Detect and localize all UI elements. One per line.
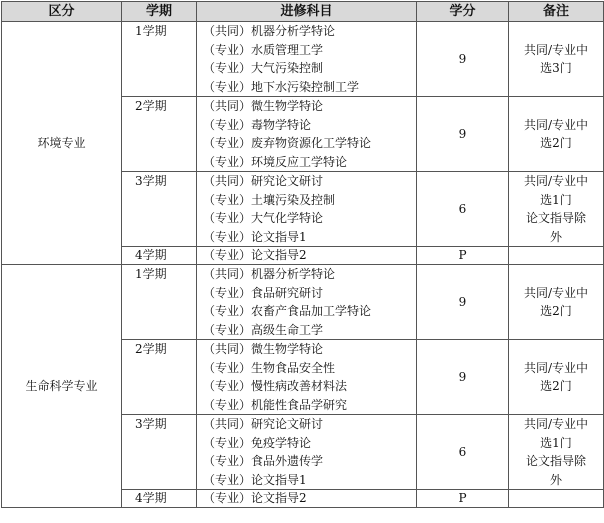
table-row — [2, 265, 604, 340]
subject-list — [197, 265, 417, 340]
subject-item: （专业）水质管理工学 — [203, 42, 324, 57]
subject-item: （共同）机器分析学特论 — [203, 24, 336, 38]
note-line: 共同/专业中 — [523, 117, 589, 132]
note-cell — [509, 340, 604, 415]
note-cell — [509, 22, 604, 97]
note-cell — [509, 415, 604, 490]
area-name: 环境专业 — [2, 22, 122, 265]
semester-label: 2学期 — [122, 97, 197, 172]
subject-item: （共同）机器分析学特论 — [203, 267, 336, 281]
subject-item: （专业）论文指导1 — [203, 229, 307, 244]
table-row — [2, 22, 604, 97]
credits-value: 9 — [417, 340, 509, 415]
subject-list — [197, 490, 417, 508]
note-line: 选1门 — [540, 192, 572, 207]
credits-value: 6 — [417, 415, 509, 490]
note-line: 选1门 — [540, 435, 572, 450]
credits-value: P — [417, 490, 509, 508]
subject-item: （共同）研究论文研讨 — [203, 174, 324, 188]
subject-list — [197, 247, 417, 265]
subject-item: （共同）研究论文研讨 — [203, 417, 324, 431]
note-line: 选2门 — [540, 304, 572, 318]
semester-label: 1学期 — [122, 265, 197, 340]
subject-item: （专业）食品外遗传学 — [203, 454, 324, 468]
subject-item: （专业）土壤污染及控制 — [203, 192, 336, 207]
note-line: 共同/专业中 — [523, 360, 589, 375]
subject-item: （共同）微生物学特论 — [203, 342, 324, 356]
subject-item: （专业）农畜产食品加工学特论 — [203, 304, 372, 318]
credits-value: 9 — [417, 265, 509, 340]
subject-item: （专业）论文指导2 — [203, 491, 307, 505]
header-row — [2, 2, 604, 22]
note-line: 论文指导除 — [525, 211, 586, 225]
header-note: 备注 — [509, 2, 604, 22]
note-cell — [509, 97, 604, 172]
subject-item: （专业）慢性病改善材料法 — [203, 379, 348, 393]
subject-item: （共同）微生物学特论 — [203, 99, 324, 113]
subject-item: （专业）大气污染控制 — [203, 61, 324, 75]
header-area: 区分 — [2, 2, 122, 22]
credits-value: 9 — [417, 97, 509, 172]
subject-list — [197, 340, 417, 415]
subject-list — [197, 415, 417, 490]
note-line: 选2门 — [540, 136, 572, 150]
subject-item: （专业）食品研究研讨 — [203, 285, 324, 300]
header-semester: 学期 — [122, 2, 197, 22]
note-cell — [509, 172, 604, 247]
semester-label: 4学期 — [122, 490, 197, 508]
subject-item: （专业）大气化学特论 — [203, 211, 324, 225]
note-line: 论文指导除 — [525, 454, 586, 468]
semester-label: 4学期 — [122, 247, 197, 265]
subject-item: （专业）生物食品安全性 — [203, 360, 336, 375]
header-subjects: 进修科目 — [197, 2, 417, 22]
subject-list — [197, 22, 417, 97]
note-cell — [509, 247, 604, 265]
note-line: 共同/专业中 — [523, 417, 589, 431]
note-line: 选3门 — [540, 61, 572, 75]
subject-item: （专业）论文指导2 — [203, 248, 307, 262]
note-line: 选2门 — [540, 379, 572, 393]
note-line: 共同/专业中 — [523, 42, 589, 57]
subject-item: （专业）论文指导1 — [203, 472, 307, 487]
header-credits: 学分 — [417, 2, 509, 22]
note-cell — [509, 265, 604, 340]
note-cell — [509, 490, 604, 508]
semester-label: 3学期 — [122, 415, 197, 490]
subject-item: （专业）环境反应工学特论 — [203, 154, 348, 169]
subject-item: （专业）毒物学特论 — [203, 117, 312, 132]
subject-item: （专业）机能性食品学研究 — [203, 397, 348, 412]
credits-value: P — [417, 247, 509, 265]
credits-value: 6 — [417, 172, 509, 247]
subject-item: （专业）地下水污染控制工学 — [203, 79, 360, 94]
note-line: 共同/专业中 — [523, 285, 589, 300]
note-line: 外 — [549, 472, 562, 487]
semester-label: 2学期 — [122, 340, 197, 415]
note-line: 共同/专业中 — [523, 174, 589, 188]
subject-item: （专业）高级生命工学 — [203, 322, 324, 337]
table-body — [2, 22, 604, 508]
subject-list — [197, 97, 417, 172]
credits-value: 9 — [417, 22, 509, 97]
note-line: 外 — [549, 229, 562, 244]
area-name: 生命科学专业 — [2, 265, 122, 508]
subject-item: （专业）废弃物资源化工学特论 — [203, 136, 372, 150]
curriculum-table — [1, 1, 604, 508]
subject-item: （专业）免疫学特论 — [203, 435, 312, 450]
subject-list — [197, 172, 417, 247]
semester-label: 3学期 — [122, 172, 197, 247]
semester-label: 1学期 — [122, 22, 197, 97]
